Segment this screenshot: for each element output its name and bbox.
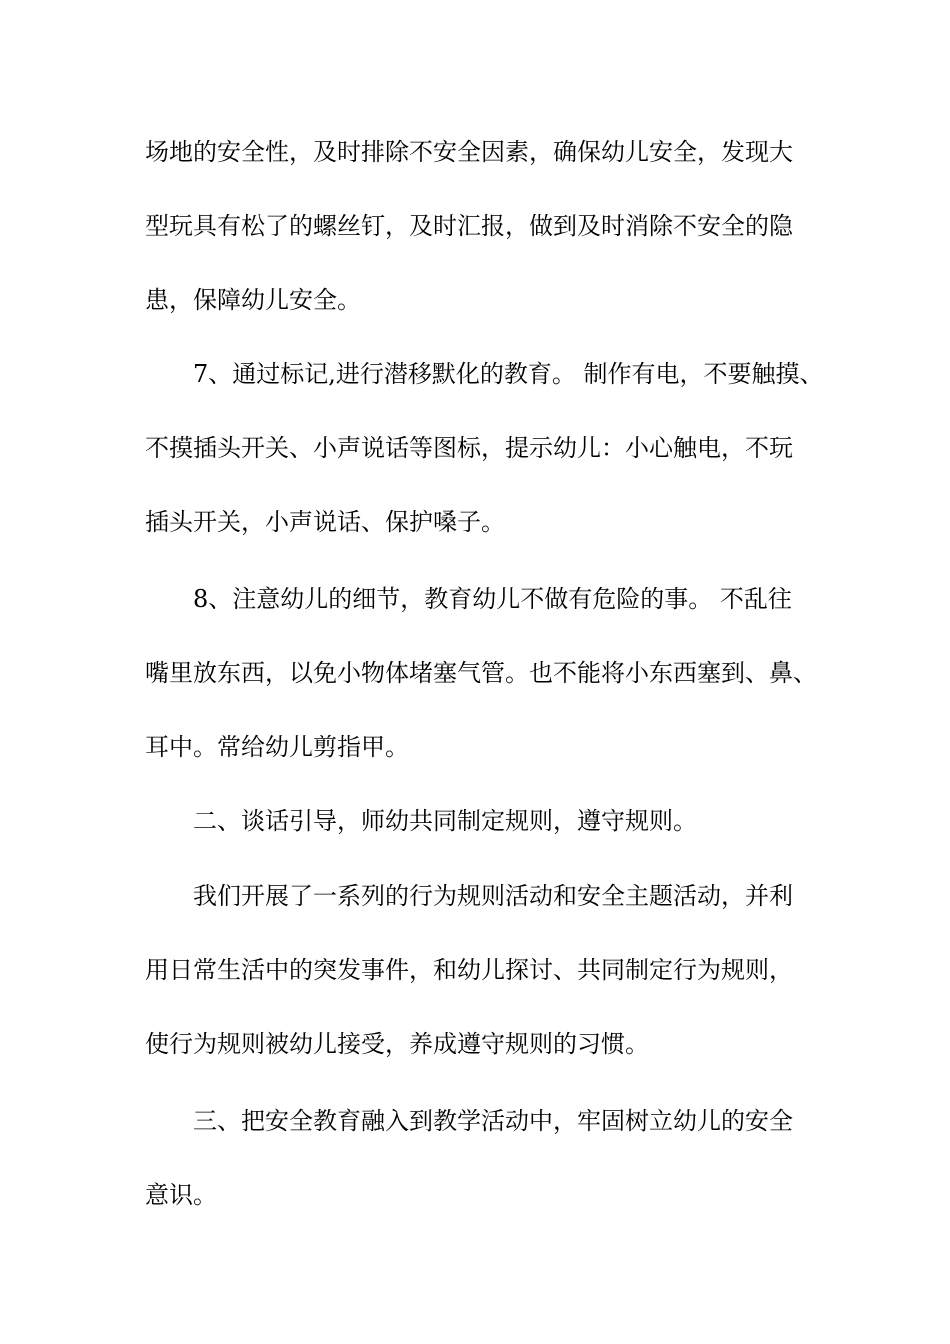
text-line: 意识。 bbox=[145, 1181, 217, 1209]
text-line: 不摸插头开关、小声说话等图标，提示幼儿：小心触电，不玩 bbox=[145, 434, 793, 462]
text-line: 使行为规则被幼儿接受，养成遵守规则的习惯。 bbox=[145, 1030, 649, 1058]
text-line: 耳中。常给幼儿剪指甲。 bbox=[145, 733, 409, 761]
text-line: 嘴里放东西，以免小物体堵塞气管。也不能将小东西塞到、鼻、 bbox=[145, 659, 817, 687]
text-line: 场地的安全性，及时排除不安全因素，确保幼儿安全，发现大 bbox=[145, 138, 793, 166]
paragraph-start: 我们开展了一系列的行为规则活动和安全主题活动，并利 bbox=[193, 882, 793, 910]
text-line: 插头开关，小声说话、保护嗓子。 bbox=[145, 508, 505, 536]
paragraph-start-8: 8、注意幼儿的细节，教育幼儿不做有危险的事。 不乱往 bbox=[193, 585, 792, 613]
paragraph-start-7: 7、通过标记,进行潜移默化的教育。 制作有电，不要触摸、 bbox=[193, 360, 824, 388]
text-line: 用日常生活中的突发事件，和幼儿探讨、共同制定行为规则， bbox=[145, 956, 793, 984]
section-heading-2: 二、谈话引导，师幼共同制定规则，遵守规则。 bbox=[193, 807, 697, 835]
text-line: 型玩具有松了的螺丝钉，及时汇报，做到及时消除不安全的隐 bbox=[145, 212, 793, 240]
section-heading-3: 三、把安全教育融入到教学活动中，牢固树立幼儿的安全 bbox=[193, 1107, 793, 1135]
text-line: 患，保障幼儿安全。 bbox=[145, 286, 361, 314]
